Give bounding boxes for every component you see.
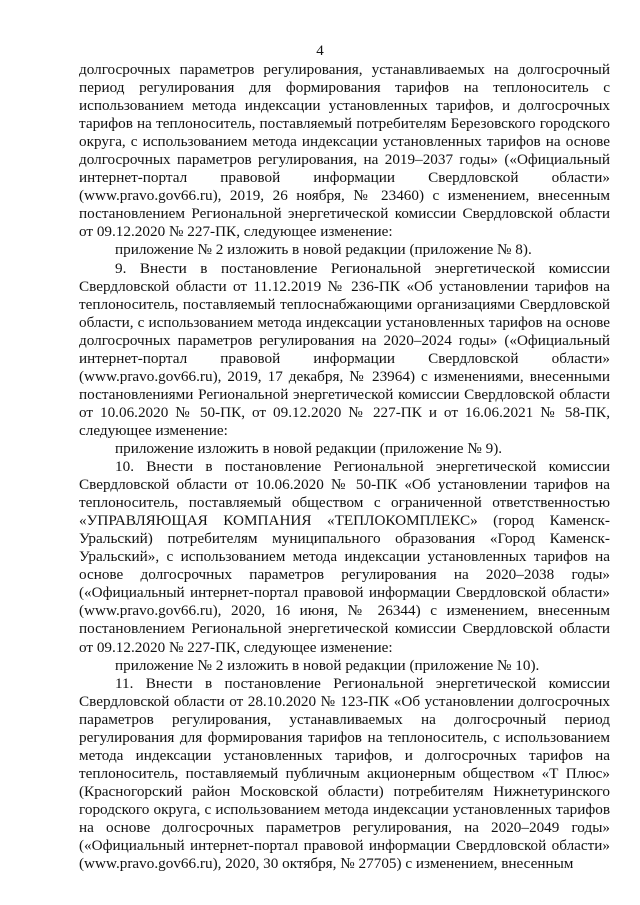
paragraph-clause-11: 11. Внести в постановление Региональной энергетической комиссии Свердловской области от 28.10.2020 № 123-ПК «Об установлении долгосрочных параметров регулирования, устанавливаемых на долгосрочный период регулирования для формирования тарифов на теплоноситель, с использованием метода индексации установленных тарифов, и долгосрочных тарифов на теплоноситель, поставляемый публичным акционерным обществом «Т Плюс» (Красногорский район Московской области) потребителям Нижнетуринского городского округа, с использованием метода индексации установленных тарифов на основе долгосрочных параметров регулирования, на 2020–2049 годы» («Официальный интернет-портал правовой информации Свердловской области» (www.pravo.gov66.ru), 2020, 30 октября, № 27705) с изменением, внесенным	[79, 674, 610, 873]
paragraph-item-9-change: приложение изложить в новой редакции (приложение № 9).	[115, 439, 503, 457]
paragraph-clause-10: 10. Внести в постановление Региональной энергетической комиссии Свердловской области от 10.06.2020 № 50-ПК «Об установлении тарифов на теплоноситель, поставляемый обществом с ограниченной ответственностью «УПРАВЛЯЮЩАЯ КОМПАНИЯ «ТЕПЛОКОМПЛЕКС» (город Каменск-Уральский) потребителям муниципального образования «Город Каменск-Уральский», с использованием метода индексации установленных тарифов на основе долгосрочных параметров регулирования на 2020–2038 годы» («Официальный интернет-портал правовой информации Свердловской области» (www.pravo.gov66.ru), 2020, 16 июня, № 26344) с изменением, внесенным постановлением Региональной энергетической комиссии Свердловской области от 09.12.2020 № 227-ПК, следующее изменение:	[79, 458, 610, 656]
page-number: 4	[316, 43, 324, 59]
paragraph-clause-9: 9. Внести в постановление Региональной энергетической комиссии Свердловской области от 11.12.2019 № 236-ПК «Об установлении тарифов на теплоноситель, поставляемый теплоснабжающими организациями Свердловской области, с использованием метода индексации установленных тарифов на основе долгосрочных параметров регулирования на 2020–2024 годы» («Официальный интернет-портал правовой информации Свердловской области» (www.pravo.gov66.ru), 2019, 17 декабря, № 23964) с изменениями, внесенными постановлениями Региональной энергетической комиссии Свердловской области от 10.06.2020 № 50-ПК, от 09.12.2020 № 227-ПК и от 16.06.2021 № 58-ПК, следующее изменение:	[79, 259, 610, 439]
document-body	[79, 61, 610, 873]
paragraph-continuation: долгосрочных параметров регулирования, устанавливаемых на долгосрочный период регулирования для формирования тарифов на теплоноситель с использованием метода индексации установленных тарифов, и долгосрочных тарифов на теплоноситель, поставляемый потребителям Березовского городского округа, с использованием метода индексации установленных тарифов на основе долгосрочных параметров регулирования, на 2019–2037 годы» («Официальный интернет-портал правовой информации Свердловской области» (www.pravo.gov66.ru), 2019, 26 ноября, № 23460) с изменением, внесенным постановлением Региональной энергетической комиссии Свердловской области от 09.12.2020 № 227-ПК, следующее изменение:	[79, 61, 610, 241]
paragraph-item-8-change: приложение № 2 изложить в новой редакции (приложение № 8).	[115, 241, 532, 259]
paragraph-item-10-change: приложение № 2 изложить в новой редакции (приложение № 10).	[115, 656, 540, 674]
